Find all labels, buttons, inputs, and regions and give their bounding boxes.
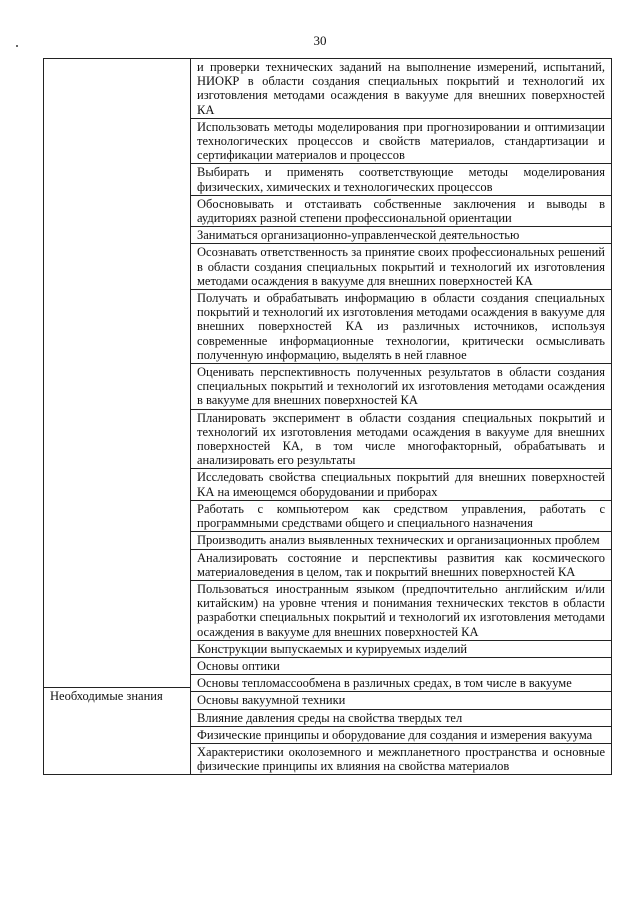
skill-cell: Получать и обрабатывать информацию в области создания специальных покрытий и технологий их изготовления методами осаждения в вакууме для внешних поверхностей КА из различных источников, используя современные информационные технологии, критически осмысливать полученную информацию, выделять в ней главное	[191, 290, 611, 364]
knowledge-cell: Физические принципы и оборудование для создания и измерения вакуума	[191, 727, 611, 744]
skill-cell: Планировать эксперимент в области создания специальных покрытий и технологий их изготовления методами осаждения в вакууме для внешних поверхностей КА, в том числе многофакторный, обрабатывать и анализировать его результаты	[191, 410, 611, 470]
skill-cell: Пользоваться иностранным языком (предпочтительно английским и/или китайским) на уровне чтения и понимания технических текстов в области разработки специальных покрытий и технологий их изготовления методами осаждения в вакууме для внешних поверхностей КА	[191, 581, 611, 641]
knowledge-cell: Основы тепломассообмена в различных средах, в том числе в вакууме	[191, 675, 611, 692]
skill-cell: Оценивать перспективность полученных результатов в области создания специальных покрытий и технологий их изготовления методами осаждения в вакууме для внешних поверхностей КА	[191, 364, 611, 410]
skill-cell: Производить анализ выявленных технических и организационных проблем	[191, 532, 611, 549]
knowledge-cell: Характеристики околоземного и межпланетного пространства и основные физические принципы их влияния на свойства материалов	[197, 744, 605, 774]
right-column	[191, 59, 611, 774]
skill-cell: и проверки технических заданий на выполнение измерений, испытаний, НИОКР в области создания специальных покрытий и технологий их изготовления методами осаждения в вакууме для внешних поверхностей КА	[191, 59, 611, 119]
skill-cell: Осознавать ответственность за принятие своих профессиональных решений в области создания специальных покрытий и технологий их изготовления методами осаждения в вакууме для внешних поверхностей КА	[191, 244, 611, 290]
knowledge-label: Необходимые знания	[50, 689, 163, 703]
skill-cell: Работать с компьютером как средством управления, работать с программными средствами общего и специального назначения	[191, 501, 611, 532]
skill-cell: Обосновывать и отстаивать собственные заключения и выводы в аудиториях разной степени профессиональной ориентации	[191, 196, 611, 227]
left-cell-empty	[44, 59, 190, 688]
knowledge-cell: Влияние давления среды на свойства твердых тел	[191, 710, 611, 727]
page-number: 30	[313, 33, 327, 48]
left-column	[44, 59, 191, 774]
skill-cell: Заниматься организационно-управленческой деятельностью	[191, 227, 611, 244]
competency-table	[43, 58, 612, 775]
skill-cell: Выбирать и применять соответствующие методы моделирования физических, химических и технологических процессов	[191, 164, 611, 195]
knowledge-cell: Конструкции выпускаемых и курируемых изделий	[191, 641, 611, 658]
knowledge-cell: Основы вакуумной техники	[191, 692, 611, 709]
knowledge-cell: Основы оптики	[191, 658, 611, 675]
skill-cell: Исследовать свойства специальных покрытий для внешних поверхностей КА на имеющемся оборудовании и приборах	[191, 469, 611, 500]
skill-cell: Использовать методы моделирования при прогнозировании и оптимизации технологических процессов и свойств материалов, стандартизации и сертификации материалов и процессов	[191, 119, 611, 165]
skill-cell: Анализировать состояние и перспективы развития как космического материаловедения в целом, так и покрытий внешних поверхностей КА	[191, 550, 611, 581]
